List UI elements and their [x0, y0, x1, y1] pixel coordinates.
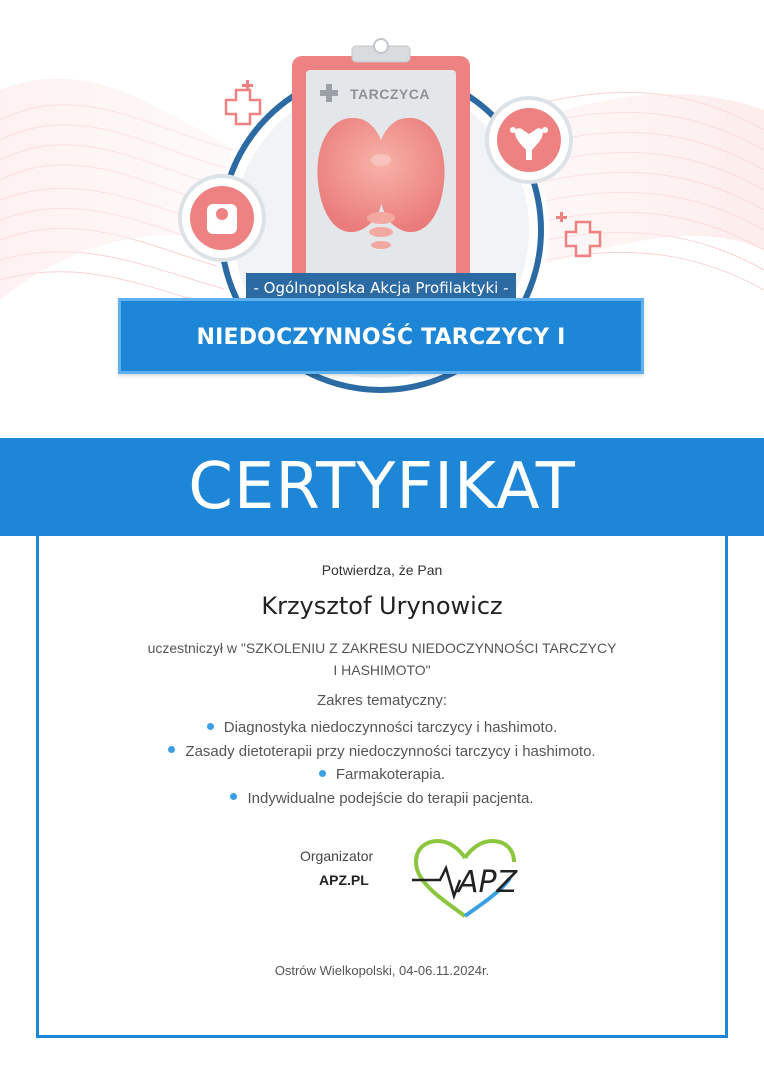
clipboard-label: TARCZYCA: [350, 86, 430, 102]
topics-list: [0, 716, 764, 810]
scale-icon: [180, 176, 264, 260]
list-item: Farmakoterapia.: [0, 763, 764, 787]
bullet-dot-icon: [319, 770, 326, 777]
participation-line-1: uczestniczył w "SZKOLENIU Z ZAKRESU NIEDOCZYNNOŚCI TARCZYCY: [147, 640, 617, 656]
participation-line-2: I HASHIMOTO": [333, 662, 431, 678]
uterus-icon: [487, 98, 571, 182]
organizer-label: Organizator: [300, 848, 374, 864]
list-item: Diagnostyka niedoczynności tarczycy i hashimoto.: [0, 716, 764, 740]
organizer-name: APZ.PL: [319, 872, 369, 888]
bullet-dot-icon: [230, 793, 237, 800]
certificate-title: CERTYFIKAT: [0, 438, 764, 536]
bullet-dot-icon: [168, 746, 175, 753]
bullet-dot-icon: [207, 723, 214, 730]
action-subtitle: - Ogólnopolska Akcja Profilaktyki -: [246, 273, 516, 303]
confirm-text: Potwierdza, że Pan: [321, 562, 443, 578]
place-and-date: Ostrów Wielkopolski, 04-06.11.2024r.: [274, 963, 490, 978]
action-title: NIEDOCZYNNOŚĆ TARCZYCY I HASHIMOTO: [118, 298, 644, 374]
svg-text:APZ: APZ: [458, 865, 518, 900]
topics-title: Zakres tematyczny:: [316, 692, 448, 709]
participation-statement: [0, 637, 764, 681]
list-item: Zasady dietoterapii przy niedoczynności tarczycy i hashimoto.: [0, 740, 764, 764]
participant-name: Krzysztof Urynowicz: [261, 592, 503, 620]
list-item: Indywidualne podejście do terapii pacjenta.: [0, 787, 764, 811]
apz-logo-heart-icon: [410, 838, 520, 920]
